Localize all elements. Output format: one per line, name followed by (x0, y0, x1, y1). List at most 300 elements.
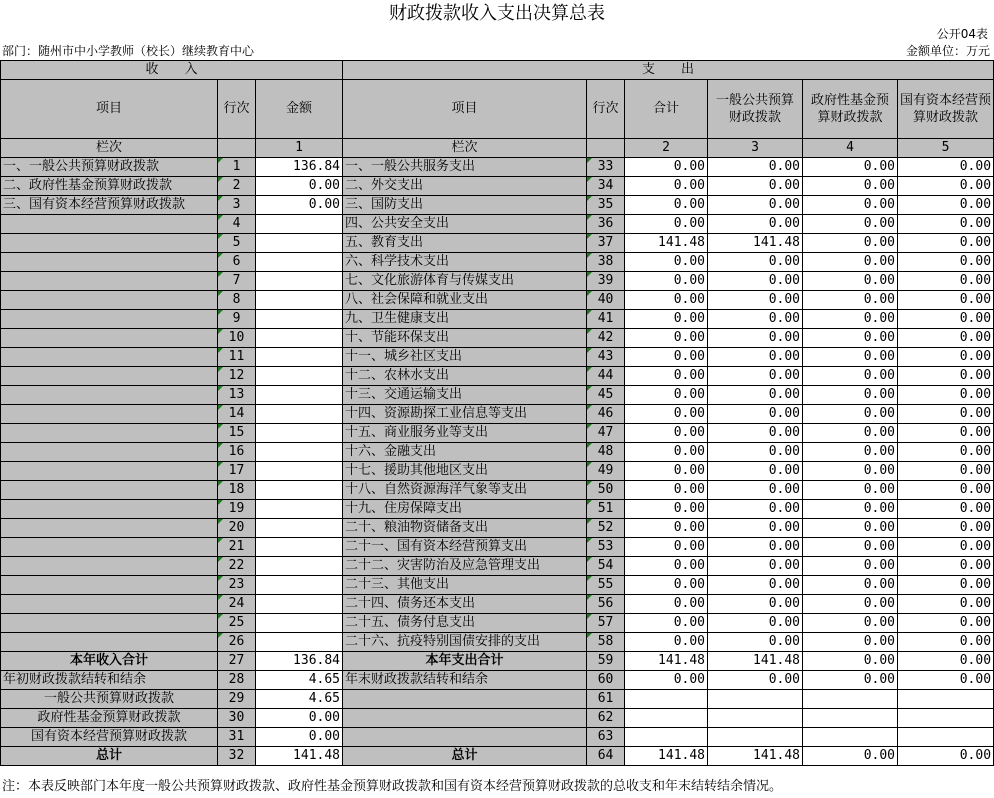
empty-cell (708, 690, 803, 709)
expense-general-cell: 0.00 (708, 253, 803, 272)
expense-fund-cell: 0.00 (803, 538, 898, 557)
income-item-cell (1, 405, 218, 424)
expense-fund-cell: 0.00 (803, 386, 898, 405)
carry-sub-row-general (1, 690, 994, 709)
expense-fund-cell: 0.00 (803, 614, 898, 633)
expense-fund-cell: 0.00 (803, 272, 898, 291)
expense-line-header: 行次 (587, 80, 625, 139)
expense-item-cell: 一、一般公共服务支出 (343, 158, 587, 177)
income-line-cell: 12 (218, 367, 256, 386)
expense-state-cell: 0.00 (898, 595, 994, 614)
income-line-cell: 1 (218, 158, 256, 177)
table-row (1, 367, 994, 386)
expense-state-index: 5 (898, 139, 994, 158)
annual-total-row (1, 652, 994, 671)
expense-total-cell: 0.00 (625, 272, 708, 291)
expense-line-cell: 46 (587, 405, 625, 424)
income-amount-cell (256, 443, 343, 462)
expense-state-cell: 0.00 (898, 348, 994, 367)
income-item-cell (1, 215, 218, 234)
income-index-label: 栏次 (1, 139, 218, 158)
expense-fund-cell: 0.00 (803, 424, 898, 443)
income-line-cell: 25 (218, 614, 256, 633)
income-amount-cell (256, 633, 343, 652)
carry-sub-row-state (1, 728, 994, 747)
expense-total-cell: 141.48 (625, 234, 708, 253)
expense-item-cell: 二十、粮油物资储备支出 (343, 519, 587, 538)
expense-general-cell: 0.00 (708, 443, 803, 462)
expense-fund-cell: 0.00 (803, 443, 898, 462)
expense-line-cell: 57 (587, 614, 625, 633)
carry-sub-general-expense-line: 61 (587, 690, 625, 709)
expense-fund-cell: 0.00 (803, 329, 898, 348)
income-amount-cell (256, 329, 343, 348)
carry-out-fund: 0.00 (803, 671, 898, 690)
carry-sub-general-expense-item (343, 690, 587, 709)
expense-line-cell: 45 (587, 386, 625, 405)
expense-general-cell: 0.00 (708, 348, 803, 367)
table-row (1, 291, 994, 310)
expense-line-cell: 43 (587, 348, 625, 367)
expense-total-cell: 0.00 (625, 576, 708, 595)
expense-line-cell: 41 (587, 310, 625, 329)
income-amount-cell: 0.00 (256, 196, 343, 215)
income-amount-cell (256, 367, 343, 386)
expense-line-cell: 58 (587, 633, 625, 652)
expense-total-cell: 0.00 (625, 481, 708, 500)
table-row (1, 386, 994, 405)
expense-state-cell: 0.00 (898, 329, 994, 348)
expense-total-cell: 0.00 (625, 595, 708, 614)
expense-item-cell: 九、卫生健康支出 (343, 310, 587, 329)
table-row (1, 234, 994, 253)
expense-general-cell: 0.00 (708, 177, 803, 196)
expense-total-cell: 0.00 (625, 158, 708, 177)
carry-sub-general-label: 一般公共预算财政拨款 (1, 690, 218, 709)
expense-general-index: 3 (708, 139, 803, 158)
expense-fund-cell: 0.00 (803, 196, 898, 215)
grand-expense-state: 0.00 (898, 747, 994, 766)
empty-cell (803, 690, 898, 709)
empty-cell (625, 709, 708, 728)
carry-out-total: 0.00 (625, 671, 708, 690)
expense-general-cell: 0.00 (708, 614, 803, 633)
expense-total-cell: 0.00 (625, 386, 708, 405)
income-item-cell (1, 443, 218, 462)
income-line-cell: 16 (218, 443, 256, 462)
expense-general-cell: 141.48 (708, 234, 803, 253)
income-line-cell: 26 (218, 633, 256, 652)
income-amount-cell (256, 348, 343, 367)
income-line-cell: 10 (218, 329, 256, 348)
expense-fund-cell: 0.00 (803, 557, 898, 576)
expense-total-header: 合计 (625, 80, 708, 139)
table-row (1, 481, 994, 500)
income-item-cell: 一、一般公共预算财政拨款 (1, 158, 218, 177)
table-row (1, 215, 994, 234)
income-item-cell (1, 481, 218, 500)
income-amount-cell (256, 595, 343, 614)
expense-general-cell: 0.00 (708, 595, 803, 614)
table-row (1, 462, 994, 481)
expense-state-cell: 0.00 (898, 215, 994, 234)
expense-general-cell: 0.00 (708, 291, 803, 310)
expense-line-cell: 40 (587, 291, 625, 310)
income-amount-cell (256, 291, 343, 310)
expense-total-general: 141.48 (708, 652, 803, 671)
income-amount-cell: 136.84 (256, 158, 343, 177)
footnote: 注：本表反映部门本年度一般公共预算财政拨款、政府性基金预算财政拨款和国有资本经营预算财政拨款的总收支和年末结转结余情况。 (2, 779, 783, 794)
income-line-cell: 17 (218, 462, 256, 481)
income-item-cell (1, 595, 218, 614)
income-item-cell (1, 367, 218, 386)
income-line-cell: 21 (218, 538, 256, 557)
income-amount-cell (256, 424, 343, 443)
carry-sub-general-line: 29 (218, 690, 256, 709)
income-amount-cell (256, 272, 343, 291)
table-row (1, 443, 994, 462)
income-line-cell: 13 (218, 386, 256, 405)
carry-sub-general-amount: 4.65 (256, 690, 343, 709)
income-amount-cell (256, 234, 343, 253)
expense-total-cell: 0.00 (625, 424, 708, 443)
income-amount-cell (256, 310, 343, 329)
carry-sub-state-amount: 0.00 (256, 728, 343, 747)
expense-general-cell: 0.00 (708, 538, 803, 557)
expense-general-cell: 0.00 (708, 500, 803, 519)
income-item-cell (1, 538, 218, 557)
carry-in-amount: 4.65 (256, 671, 343, 690)
expense-total-cell: 0.00 (625, 329, 708, 348)
carry-sub-state-expense-item (343, 728, 587, 747)
income-item-cell (1, 253, 218, 272)
income-amount-cell (256, 576, 343, 595)
grand-expense-line: 64 (587, 747, 625, 766)
expense-state-cell: 0.00 (898, 272, 994, 291)
expense-line-cell: 42 (587, 329, 625, 348)
expense-line-cell: 52 (587, 519, 625, 538)
expense-line-cell: 50 (587, 481, 625, 500)
expense-general-cell: 0.00 (708, 329, 803, 348)
income-item-cell (1, 386, 218, 405)
expense-total-cell: 0.00 (625, 462, 708, 481)
expense-total-cell: 0.00 (625, 633, 708, 652)
grand-expense-fund: 0.00 (803, 747, 898, 766)
income-line-cell: 23 (218, 576, 256, 595)
expense-item-cell: 二、外交支出 (343, 177, 587, 196)
expense-total-cell: 0.00 (625, 405, 708, 424)
expense-line-cell: 39 (587, 272, 625, 291)
expense-fund-cell: 0.00 (803, 633, 898, 652)
income-item-cell: 二、政府性基金预算财政拨款 (1, 177, 218, 196)
expense-line-cell: 36 (587, 215, 625, 234)
income-amount-header: 金额 (256, 80, 343, 139)
income-total-amount: 136.84 (256, 652, 343, 671)
table-row (1, 500, 994, 519)
expense-item-cell: 十五、商业服务业等支出 (343, 424, 587, 443)
expense-fund-cell: 0.00 (803, 348, 898, 367)
expense-fund-cell: 0.00 (803, 405, 898, 424)
empty-cell (708, 728, 803, 747)
expense-item-cell: 二十三、其他支出 (343, 576, 587, 595)
income-line-cell: 5 (218, 234, 256, 253)
table-row (1, 253, 994, 272)
expense-general-cell: 0.00 (708, 557, 803, 576)
expense-item-cell: 十、节能环保支出 (343, 329, 587, 348)
report-title: 财政拨款收入支出决算总表 (389, 3, 605, 24)
carry-in-line: 28 (218, 671, 256, 690)
income-line-cell: 19 (218, 500, 256, 519)
table-row (1, 576, 994, 595)
expense-state-cell: 0.00 (898, 538, 994, 557)
income-item-cell (1, 614, 218, 633)
expense-line-cell: 53 (587, 538, 625, 557)
expense-item-cell: 十二、农林水支出 (343, 367, 587, 386)
grand-total-line: 32 (218, 747, 256, 766)
empty-cell (898, 690, 994, 709)
carry-sub-fund-line: 30 (218, 709, 256, 728)
carry-sub-fund-label: 政府性基金预算财政拨款 (1, 709, 218, 728)
expense-fund-cell: 0.00 (803, 310, 898, 329)
empty-cell (708, 709, 803, 728)
expense-state-cell: 0.00 (898, 557, 994, 576)
income-line-cell: 24 (218, 595, 256, 614)
income-item-cell (1, 500, 218, 519)
expense-general-cell: 0.00 (708, 576, 803, 595)
table-row (1, 557, 994, 576)
expense-state-cell: 0.00 (898, 291, 994, 310)
table-row (1, 272, 994, 291)
income-line-cell: 11 (218, 348, 256, 367)
expense-general-cell: 0.00 (708, 424, 803, 443)
income-amount-cell (256, 557, 343, 576)
income-line-header: 行次 (218, 80, 256, 139)
expense-line-cell: 38 (587, 253, 625, 272)
income-amount-cell (256, 215, 343, 234)
income-amount-cell (256, 500, 343, 519)
income-amount-cell (256, 405, 343, 424)
expense-line-cell: 54 (587, 557, 625, 576)
expense-state-cell: 0.00 (898, 177, 994, 196)
expense-total-cell: 0.00 (625, 310, 708, 329)
empty-cell (625, 690, 708, 709)
carry-in-label: 年初财政拨款结转和结余 (1, 671, 218, 690)
income-line-cell: 9 (218, 310, 256, 329)
income-amount-cell: 0.00 (256, 177, 343, 196)
amount-unit-label: 金额单位：万元 (905, 44, 990, 58)
expense-item-cell: 六、科学技术支出 (343, 253, 587, 272)
table-row (1, 595, 994, 614)
grand-total-amount: 141.48 (256, 747, 343, 766)
expense-general-cell: 0.00 (708, 196, 803, 215)
expense-item-cell: 三、国防支出 (343, 196, 587, 215)
income-item-cell (1, 576, 218, 595)
grand-expense-general: 141.48 (708, 747, 803, 766)
expense-state-cell: 0.00 (898, 481, 994, 500)
table-row (1, 519, 994, 538)
expense-line-cell: 33 (587, 158, 625, 177)
expense-general-cell: 0.00 (708, 215, 803, 234)
income-line-cell: 6 (218, 253, 256, 272)
expense-line-cell: 49 (587, 462, 625, 481)
expense-general-cell: 0.00 (708, 272, 803, 291)
expense-state-cell: 0.00 (898, 367, 994, 386)
expense-fund-cell: 0.00 (803, 576, 898, 595)
expense-item-cell: 二十六、抗疫特别国债安排的支出 (343, 633, 587, 652)
income-amount-cell (256, 538, 343, 557)
expense-item-cell: 四、公共安全支出 (343, 215, 587, 234)
income-group-header: 收 入 (1, 61, 343, 80)
expense-fund-cell: 0.00 (803, 500, 898, 519)
expense-total-cell: 0.00 (625, 500, 708, 519)
expense-general-cell: 0.00 (708, 462, 803, 481)
expense-total-cell: 0.00 (625, 348, 708, 367)
expense-index-label: 栏次 (343, 139, 587, 158)
income-item-header: 项目 (1, 80, 218, 139)
expense-state-header: 国有资本经营预算财政拨款 (898, 80, 994, 139)
expense-item-cell: 十一、城乡社区支出 (343, 348, 587, 367)
expense-total-state: 0.00 (898, 652, 994, 671)
empty-cell (803, 709, 898, 728)
income-item-cell (1, 310, 218, 329)
expense-fund-cell: 0.00 (803, 253, 898, 272)
expense-state-cell: 0.00 (898, 386, 994, 405)
expense-fund-cell: 0.00 (803, 462, 898, 481)
expense-state-cell: 0.00 (898, 576, 994, 595)
expense-total-cell: 0.00 (625, 614, 708, 633)
expense-total-cell: 0.00 (625, 196, 708, 215)
income-amount-cell (256, 253, 343, 272)
expense-fund-cell: 0.00 (803, 158, 898, 177)
expense-fund-cell: 0.00 (803, 291, 898, 310)
grand-total-label: 总计 (1, 747, 218, 766)
table-row (1, 310, 994, 329)
income-amount-cell (256, 519, 343, 538)
expense-total-cell: 0.00 (625, 177, 708, 196)
income-amount-index: 1 (256, 139, 343, 158)
expense-total-line: 59 (587, 652, 625, 671)
income-item-cell (1, 272, 218, 291)
expense-total-fund: 0.00 (803, 652, 898, 671)
carry-sub-state-expense-line: 63 (587, 728, 625, 747)
income-amount-cell (256, 614, 343, 633)
expense-state-cell: 0.00 (898, 405, 994, 424)
table-row (1, 196, 994, 215)
expense-general-cell: 0.00 (708, 310, 803, 329)
expense-line-cell: 35 (587, 196, 625, 215)
expense-total-label: 本年支出合计 (343, 652, 587, 671)
expense-line-cell: 55 (587, 576, 625, 595)
expense-item-cell: 十六、金融支出 (343, 443, 587, 462)
expense-item-header: 项目 (343, 80, 587, 139)
income-line-cell: 22 (218, 557, 256, 576)
expense-state-cell: 0.00 (898, 500, 994, 519)
expense-item-cell: 十八、自然资源海洋气象等支出 (343, 481, 587, 500)
income-item-cell (1, 291, 218, 310)
grand-expense-label: 总计 (343, 747, 587, 766)
expense-line-cell: 56 (587, 595, 625, 614)
carry-sub-fund-expense-item (343, 709, 587, 728)
expense-general-header: 一般公共预算财政拨款 (708, 80, 803, 139)
expense-total-cell: 0.00 (625, 538, 708, 557)
expense-fund-header: 政府性基金预算财政拨款 (803, 80, 898, 139)
expense-state-cell: 0.00 (898, 310, 994, 329)
income-line-cell: 2 (218, 177, 256, 196)
expense-line-cell: 34 (587, 177, 625, 196)
income-line-index (218, 139, 256, 158)
income-line-cell: 14 (218, 405, 256, 424)
empty-cell (803, 728, 898, 747)
expense-item-cell: 二十一、国有资本经营预算支出 (343, 538, 587, 557)
table-row (1, 614, 994, 633)
expense-fund-cell: 0.00 (803, 481, 898, 500)
expense-general-cell: 0.00 (708, 158, 803, 177)
carry-out-general: 0.00 (708, 671, 803, 690)
expense-fund-cell: 0.00 (803, 367, 898, 386)
expense-fund-cell: 0.00 (803, 519, 898, 538)
carry-sub-fund-amount: 0.00 (256, 709, 343, 728)
carry-sub-state-line: 31 (218, 728, 256, 747)
expense-item-cell: 八、社会保障和就业支出 (343, 291, 587, 310)
expense-line-cell: 51 (587, 500, 625, 519)
carry-row (1, 671, 994, 690)
expense-item-cell: 五、教育支出 (343, 234, 587, 253)
expense-total-amount: 141.48 (625, 652, 708, 671)
income-item-cell (1, 557, 218, 576)
expense-state-cell: 0.00 (898, 196, 994, 215)
expense-general-cell: 0.00 (708, 519, 803, 538)
expense-item-cell: 十九、住房保障支出 (343, 500, 587, 519)
expense-item-cell: 七、文化旅游体育与传媒支出 (343, 272, 587, 291)
income-item-cell: 三、国有资本经营预算财政拨款 (1, 196, 218, 215)
income-line-cell: 20 (218, 519, 256, 538)
income-line-cell: 7 (218, 272, 256, 291)
table-row (1, 633, 994, 652)
expense-state-cell: 0.00 (898, 614, 994, 633)
income-item-cell (1, 519, 218, 538)
expense-group-header: 支 出 (343, 61, 994, 80)
column-index-row (1, 139, 994, 158)
income-line-cell: 3 (218, 196, 256, 215)
expense-line-cell: 37 (587, 234, 625, 253)
expense-state-cell: 0.00 (898, 424, 994, 443)
empty-cell (625, 728, 708, 747)
expense-fund-cell: 0.00 (803, 177, 898, 196)
expense-state-cell: 0.00 (898, 234, 994, 253)
summary-rows (1, 652, 994, 766)
expense-item-cell: 二十四、债务还本支出 (343, 595, 587, 614)
expense-fund-cell: 0.00 (803, 595, 898, 614)
carry-out-state: 0.00 (898, 671, 994, 690)
income-item-cell (1, 462, 218, 481)
expense-state-cell: 0.00 (898, 158, 994, 177)
income-item-cell (1, 234, 218, 253)
expense-general-cell: 0.00 (708, 405, 803, 424)
expense-item-cell: 二十五、债务付息支出 (343, 614, 587, 633)
carry-out-label: 年末财政拨款结转和结余 (343, 671, 587, 690)
income-amount-cell (256, 462, 343, 481)
expense-line-cell: 47 (587, 424, 625, 443)
column-header-row (1, 80, 994, 139)
carry-out-line: 60 (587, 671, 625, 690)
expense-total-index: 2 (625, 139, 708, 158)
grand-expense-total: 141.48 (625, 747, 708, 766)
report-table (0, 60, 994, 766)
income-item-cell (1, 633, 218, 652)
empty-cell (898, 709, 994, 728)
income-line-cell: 8 (218, 291, 256, 310)
form-number: 公开04表 (936, 27, 988, 41)
